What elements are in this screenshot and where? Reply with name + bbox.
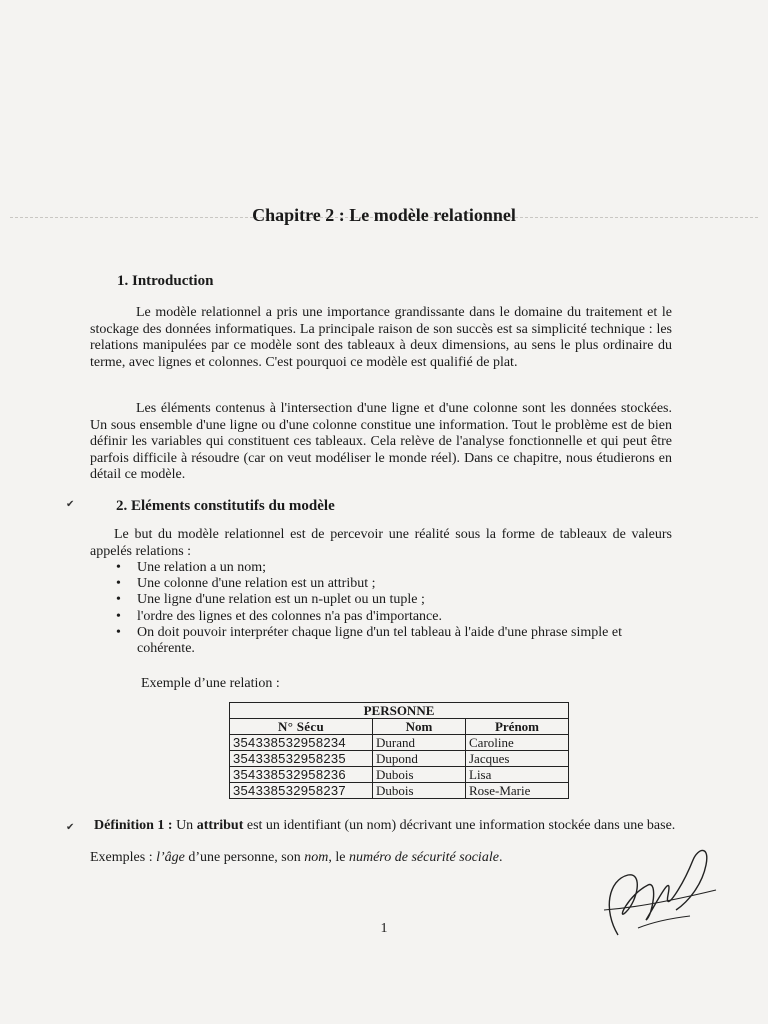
examples-text: . [498,850,503,865]
definition-label: Définition 1 : [94,818,173,833]
table-cell: Lisa [466,767,569,783]
examples-text: , le [328,850,349,865]
table-cell: 354338532958234 [230,735,373,751]
table-title-row [230,703,569,719]
section-title: Introduction [132,273,214,289]
bullet-icon: • [116,624,121,640]
list-item-text: Une relation a un nom; [137,560,267,575]
paragraph-text: Le modèle relationnel a pris une importance grandissante dans le domaine du traitement et le stockage des données informatiques. La principale raison de son succès est sa simplicité technique : les relations manipulées par ce modèle sont des tableaux à deux dimensions, au sens le plus ordinaire du terme, avec lignes et colonnes. C'est pourquoi ce modèle est qualifié de plat. [90,305,672,370]
definition-text: est un identifiant (un nom) décrivant une information stockée dans une base. [243,818,676,833]
section2-intro [90,527,672,560]
section-number: 1. [117,273,129,289]
column-header: Prénom [466,719,569,735]
table-title: PERSONNE [230,703,569,719]
bullet-icon: • [116,592,121,608]
table-cell: Dubois [373,783,466,799]
bullet-list [116,560,676,657]
table-cell: Dubois [373,767,466,783]
column-header: Nom [373,719,466,735]
intro-paragraph-1 [90,305,672,371]
paragraph-text: Le but du modèle relationnel est de percevoir une réalité sous la forme de tableaux de valeurs appelés relations : [90,527,672,559]
definition-1 [94,817,676,834]
relation-table [229,702,569,799]
bullet-icon: • [116,608,121,624]
margin-check-mark: ✔ [66,822,75,833]
table-cell: 354338532958236 [230,767,373,783]
example-item: numéro de sécurité sociale [348,850,499,865]
table-cell: Rose-Marie [466,783,569,799]
page-number: 1 [380,921,388,936]
table-row [230,767,569,783]
list-item [116,576,676,592]
section-number: 2. [116,498,128,514]
table-row [230,783,569,799]
list-item [116,592,676,608]
table-header-row [230,719,569,735]
table-cell: 354338532958235 [230,751,373,767]
margin-check-mark: ✔ [66,499,75,510]
table-cell: 354338532958237 [230,783,373,799]
section-heading-elements [116,498,335,515]
list-item-text: On doit pouvoir interpréter chaque ligne d'un tel tableau à l'aide d'une phrase simple et cohérente. [137,624,622,657]
example-label: Exemple d’une relation : [141,676,280,691]
list-item-text: Une colonne d'une relation est un attribut ; [137,576,376,592]
list-item [116,609,676,625]
section-heading-introduction [117,273,213,290]
table-cell: Caroline [466,735,569,751]
definition-text: Un [172,818,197,833]
table-cell: Jacques [466,751,569,767]
paragraph-text: Les éléments contenus à l'intersection d'une ligne et d'une colonne sont les données stockées. Un sous ensemble d'une ligne ou d'une colonne constitue une information. Tout le problème est de bien définir les variables qui constituent ces tableaux. Cela relève de l'analyse fonctionnelle et qui peut être parfois difficile à résoudre (car on veut modéliser le monde réel). Dans ce chapitre, nous étudierons en détail ce modèle. [90,401,672,482]
bullet-icon: • [116,560,121,575]
table-row [230,735,569,751]
section-title: Eléments constitutifs du modèle [131,498,335,514]
bullet-icon: • [116,576,121,592]
examples-label: Exemples : [90,850,157,865]
list-item-text: Une ligne d'une relation est un n-uplet ou un tuple ; [137,592,425,608]
table-row [230,751,569,767]
examples-text: d’une personne, son [184,850,305,865]
list-item-text: l'ordre des lignes et des colonnes n'a pas d'importance. [137,608,442,624]
table-cell: Durand [373,735,466,751]
example-item: nom [304,850,329,865]
list-item [116,560,676,576]
example-item: l’âge [156,850,185,865]
list-item [116,625,676,657]
column-header: N° Sécu [230,719,373,735]
intro-paragraph-2 [90,401,672,484]
table-cell: Dupond [373,751,466,767]
chapter-title: Chapitre 2 : Le modèle relationnel [252,205,516,225]
definition-term: attribut [196,818,244,833]
